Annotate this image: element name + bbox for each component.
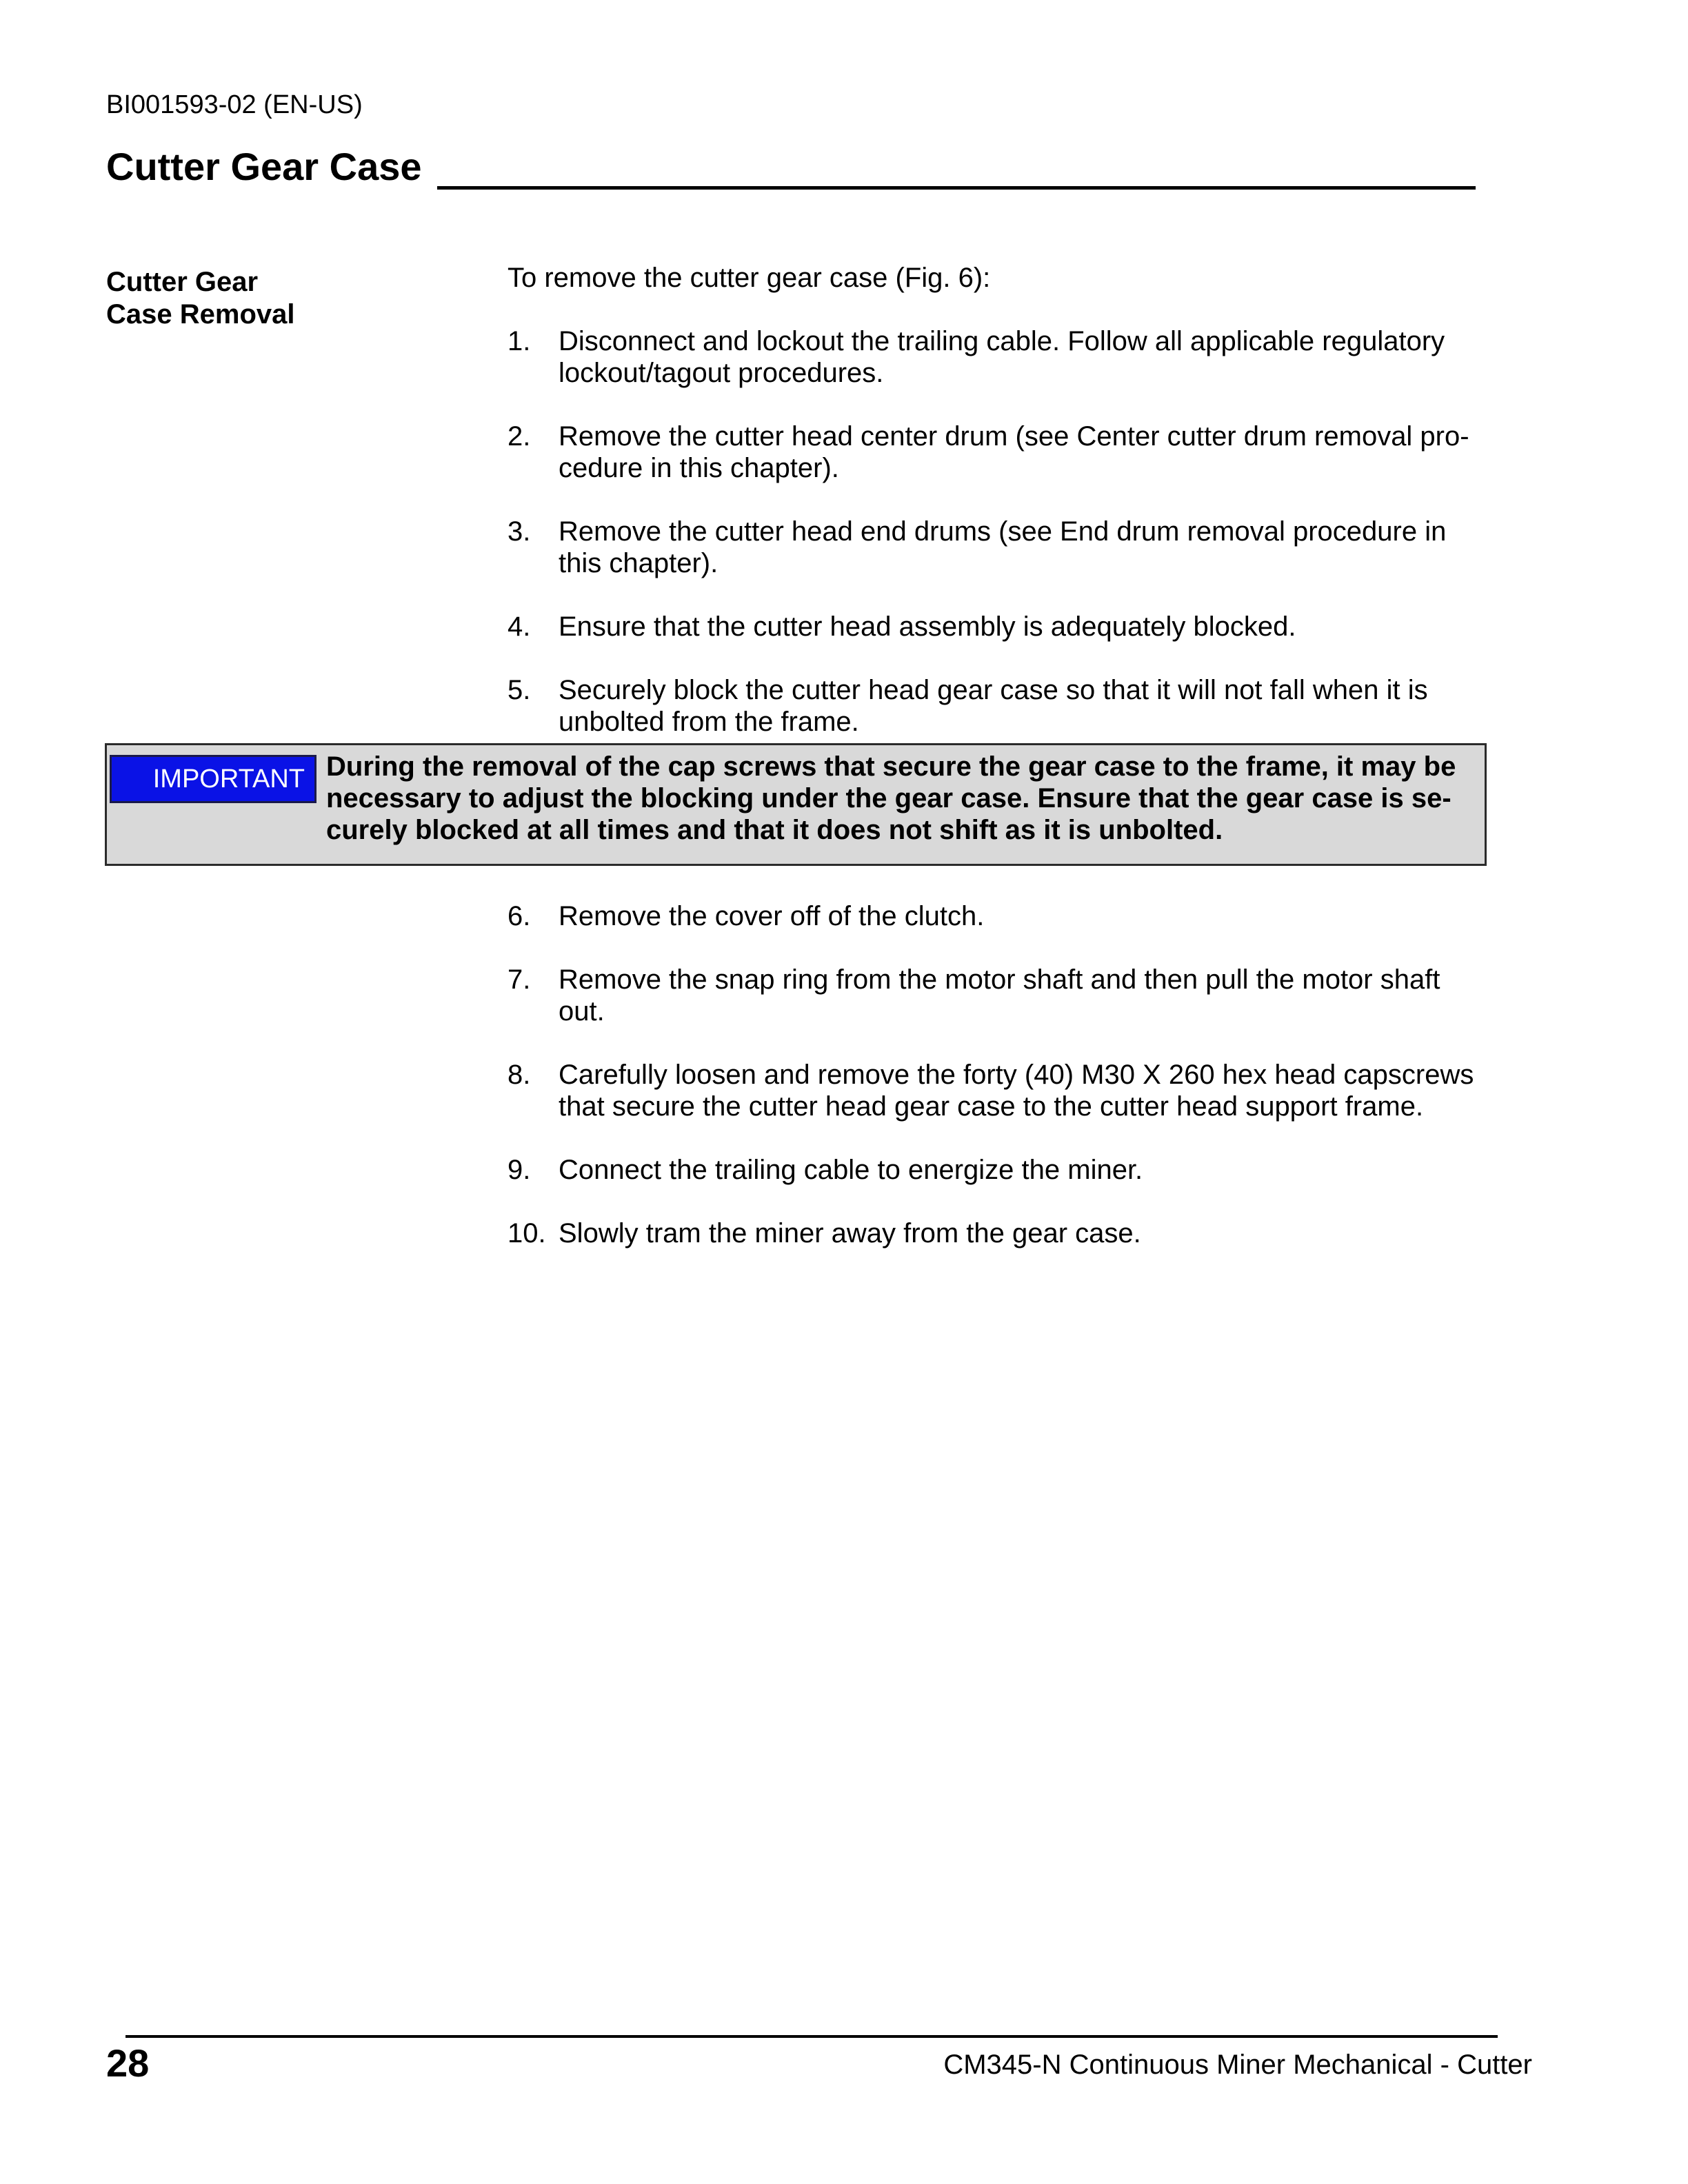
step-text: Remove the cutter head center drum (see Center cutter drum removal pro-cedure in this chapter). <box>559 421 1469 483</box>
step-number: 8. <box>508 1060 531 1090</box>
procedure-step <box>508 674 1487 738</box>
page-title-row <box>106 142 1476 192</box>
step-text: Connect the trailing cable to energize the miner. <box>559 1155 1143 1185</box>
procedure-step <box>508 611 1487 643</box>
procedure-step <box>508 1217 1487 1249</box>
procedure-step <box>508 900 1487 932</box>
procedure-step <box>508 421 1487 484</box>
document-id: BI001593-02 (EN-US) <box>106 90 363 119</box>
footer-rule <box>125 2035 1498 2038</box>
step-number: 5. <box>508 675 531 705</box>
step-number: 10. <box>508 1218 546 1248</box>
step-number: 9. <box>508 1155 531 1185</box>
footer-title: CM345-N Continuous Miner Mechanical - Cutter <box>943 2050 1532 2080</box>
section-heading-line-1: Cutter Gear <box>106 267 259 297</box>
procedure-steps-before-important <box>508 325 1487 769</box>
procedure-step <box>508 1154 1487 1186</box>
procedure-step <box>508 516 1487 579</box>
step-number: 2. <box>508 421 531 452</box>
important-notice <box>105 743 1487 866</box>
step-number: 4. <box>508 611 531 642</box>
procedure-steps-after-important <box>508 900 1487 1281</box>
step-number: 1. <box>508 326 531 356</box>
procedure-step <box>508 325 1487 389</box>
important-text: During the removal of the cap screws that secure the gear case to the frame, it may be necessary to adjust the blocking under the gear case. Ensure that the gear case is se-curely blocked at all times and that it does not shift as it is unbolted. <box>326 751 1456 845</box>
title-underline-rule <box>437 186 1476 190</box>
section-heading-line-2: Case Removal <box>106 299 295 330</box>
step-text: Ensure that the cutter head assembly is adequately blocked. <box>559 611 1296 642</box>
step-number: 3. <box>508 516 531 547</box>
important-label: IMPORTANT <box>110 755 316 803</box>
step-text: Remove the cutter head end drums (see End drum removal procedure in this chapter). <box>559 516 1447 578</box>
step-number: 7. <box>508 964 531 995</box>
step-text: Remove the cover off of the clutch. <box>559 901 985 931</box>
step-text: Disconnect and lockout the trailing cable. Follow all applicable regulatory lockout/tagout procedures. <box>559 326 1445 388</box>
step-text: Securely block the cutter head gear case so that it will not fall when it is unbolted from the frame. <box>559 675 1428 737</box>
procedure-intro: To remove the cutter gear case (Fig. 6): <box>508 263 991 293</box>
page-title: Cutter Gear Case <box>106 145 422 188</box>
step-number: 6. <box>508 901 531 931</box>
step-text: Carefully loosen and remove the forty (40) M30 X 260 hex head capscrews that secure the cutter head gear case to the cutter head support frame. <box>559 1060 1474 1122</box>
step-text: Remove the snap ring from the motor shaft and then pull the motor shaft out. <box>559 964 1440 1027</box>
step-text: Slowly tram the miner away from the gear case. <box>559 1218 1141 1248</box>
procedure-step <box>508 1059 1487 1122</box>
section-heading <box>106 266 294 331</box>
procedure-step <box>508 964 1487 1027</box>
page-number: 28 <box>106 2041 150 2085</box>
